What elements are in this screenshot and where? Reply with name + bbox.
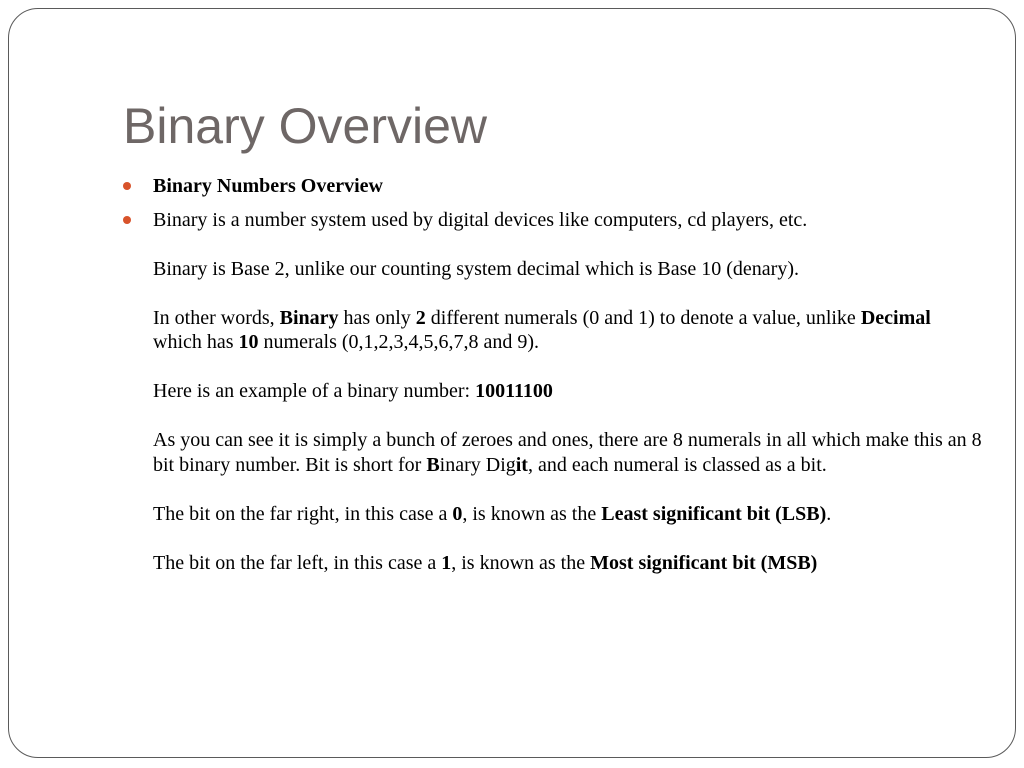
paragraph-definition: [153, 208, 983, 233]
slide-title: Binary Overview: [123, 98, 487, 154]
paragraph-lsb: [153, 502, 983, 527]
bit-bold-it: it: [515, 453, 528, 476]
bit-text-1: As you can see it is simply a bunch of zeroes and ones, there are 8 numerals in all which make this an 8 bit binary number. Bit is short for: [153, 429, 982, 476]
msb-text-1: The bit on the far left, in this case a: [153, 551, 442, 574]
msb-bold-term: Most significant bit (MSB): [590, 551, 818, 574]
paragraph-numerals: [153, 306, 983, 355]
numerals-text-4: which has: [153, 331, 239, 353]
slide-frame: [8, 8, 1016, 758]
msb-bold-1: 1: [441, 551, 452, 574]
bullet-item-explanation: [153, 208, 983, 576]
numerals-text-1: In other words,: [153, 306, 280, 329]
lsb-bold-term: Least significant bit (LSB): [601, 502, 827, 525]
numerals-text-3: different numerals (0 and 1) to denote a value, unlike: [425, 306, 861, 329]
numerals-text-5: numerals (0,1,2,3,4,5,6,7,8 and 9).: [258, 331, 540, 353]
example-text: Here is an example of a binary number:: [153, 380, 476, 402]
slide-content: [153, 174, 983, 584]
bullet-heading: Binary Numbers Overview: [153, 175, 383, 197]
bullet-item-overview: [153, 174, 983, 199]
numerals-text-2: has only: [338, 306, 416, 329]
definition-text: Binary is a number system used by digital devices like computers, cd players, etc.: [153, 208, 808, 231]
msb-text-2: , is known as the: [451, 551, 591, 574]
paragraph-msb: [153, 551, 983, 576]
numerals-bold-10: 10: [238, 331, 259, 353]
bit-text-2: inary Dig: [439, 453, 516, 476]
lsb-text-3: .: [826, 502, 832, 525]
paragraph-example: [153, 379, 983, 404]
bit-text-3: , and each numeral is classed as a bit.: [527, 453, 827, 476]
lsb-text-1: The bit on the far right, in this case a: [153, 502, 453, 525]
example-binary-number: 10011100: [475, 380, 553, 402]
numerals-bold-binary: Binary: [279, 306, 339, 329]
numerals-bold-2: 2: [415, 306, 426, 329]
lsb-bold-0: 0: [452, 502, 463, 525]
paragraph-base: [153, 257, 983, 282]
lsb-text-2: , is known as the: [462, 502, 602, 525]
bit-bold-b: B: [426, 453, 440, 476]
numerals-bold-decimal: Decimal: [860, 306, 931, 329]
base-text: Binary is Base 2, unlike our counting system decimal which is Base 10 (denary).: [153, 257, 799, 280]
paragraph-bit: [153, 428, 983, 477]
